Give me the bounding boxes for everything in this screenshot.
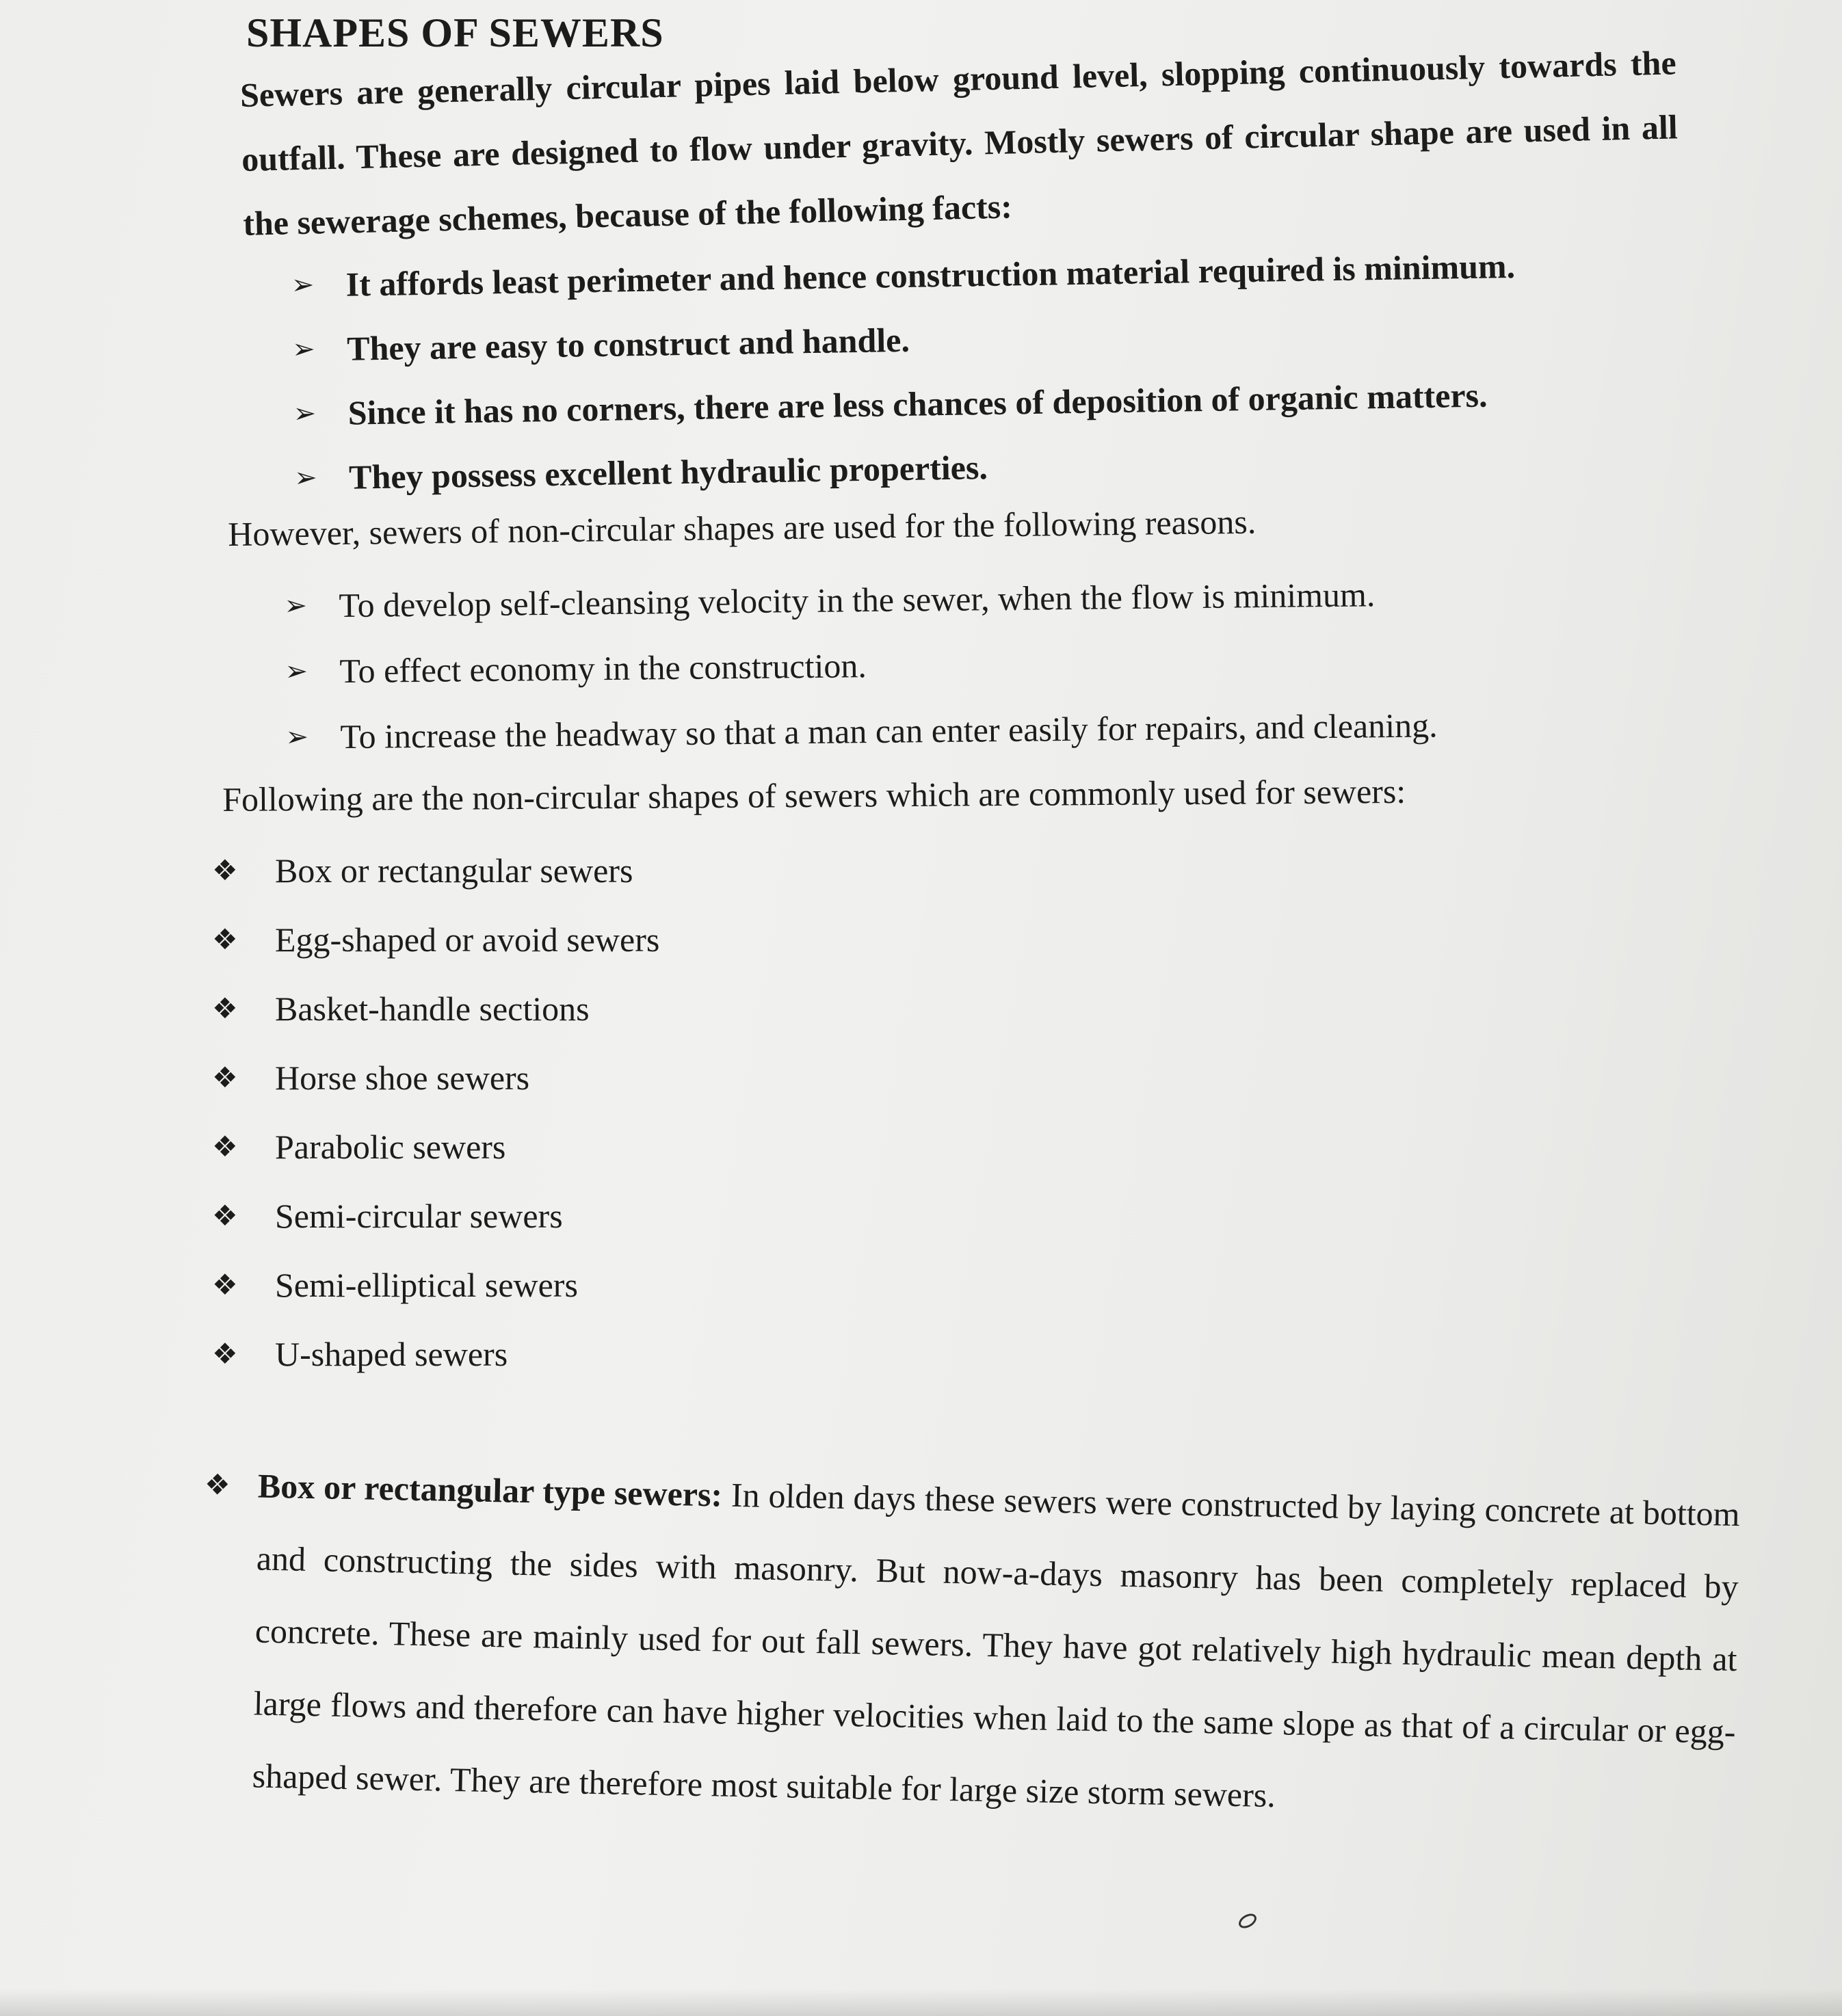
page-title: SHAPES OF SEWERS: [246, 10, 664, 55]
list-item-text: Semi-elliptical sewers: [275, 1265, 578, 1304]
box-sewers-heading: Box or rectangular type sewers:: [257, 1466, 723, 1514]
diamond-bullet-icon: ❖: [212, 1130, 238, 1163]
list-item-text: They are easy to construct and handle.: [346, 320, 910, 368]
page-edge-shadow: [0, 1989, 1842, 2016]
arrow-bullet-icon: ➢: [293, 397, 317, 429]
pen-mark: [1236, 1911, 1259, 1931]
box-sewers-paragraph: [198, 1448, 1741, 1840]
list-item-text: U-shaped sewers: [275, 1334, 508, 1373]
reasons-intro: However, sewers of non-circular shapes are used for the following reasons.: [228, 502, 1256, 553]
list-item-text: Since it has no corners, there are less chances of deposition of organic matters.: [347, 375, 1488, 432]
diamond-bullet-icon: ❖: [212, 1199, 238, 1232]
arrow-bullet-icon: ➢: [291, 269, 315, 301]
list-item-text: Parabolic sewers: [275, 1127, 506, 1166]
list-item: [285, 626, 1437, 704]
list-item: [212, 1250, 659, 1319]
diamond-bullet-icon: ❖: [212, 923, 238, 956]
intro-paragraph: Sewers are generally circular pipes laid below ground level, slopping continuously towards the outfall. These are designed to flow under gravity. Mostly sewers of circular shape are used in all the sewerage schemes, because of the following facts:: [239, 43, 1679, 243]
advantages-list: [291, 234, 1518, 510]
box-sewers-body: In olden days these sewers were constructed by laying concrete at bottom and constructing the sides with masonry. But now-a-days masonry has been completely replaced by concrete. These are mainly used for out fall sewers. They have got relatively high hydraulic mean depth at large flows and therefore can have higher velocities when laid to the same slope as that of a circular or egg-shaped sewer. They are therefore most suitable for large size storm sewers.: [252, 1475, 1741, 1815]
shapes-list: [212, 836, 659, 1388]
reasons-list: [284, 561, 1438, 770]
list-item: [284, 561, 1436, 639]
list-item: [212, 836, 659, 905]
list-item-text: Box or rectangular sewers: [275, 851, 633, 890]
list-item: [285, 692, 1438, 770]
diamond-bullet-icon: ❖: [212, 1337, 238, 1370]
diamond-bullet-icon: ❖: [212, 992, 238, 1025]
list-item-text: Egg-shaped or avoid sewers: [275, 920, 660, 959]
diamond-bullet-icon: ❖: [212, 1268, 238, 1301]
list-item: [212, 974, 659, 1043]
list-item-text: To develop self-cleansing velocity in the sewer, when the flow is minimum.: [339, 575, 1376, 625]
box-sewers-section: [198, 1448, 1741, 1840]
list-item-text: They possess excellent hydraulic properties.: [348, 448, 988, 496]
arrow-bullet-icon: ➢: [284, 589, 308, 622]
list-item: [212, 905, 659, 974]
arrow-bullet-icon: ➢: [285, 721, 309, 753]
list-item: [212, 1319, 659, 1388]
list-item-text: Horse shoe sewers: [275, 1058, 530, 1097]
diamond-bullet-icon: ❖: [204, 1467, 231, 1502]
arrow-bullet-icon: ➢: [285, 655, 308, 687]
list-item-text: Semi-circular sewers: [275, 1196, 563, 1235]
list-item: [212, 1112, 659, 1181]
diamond-bullet-icon: ❖: [212, 1061, 238, 1094]
list-item-text: To effect economy in the construction.: [339, 646, 867, 691]
list-item: [212, 1043, 659, 1112]
arrow-bullet-icon: ➢: [293, 462, 318, 494]
list-item: [212, 1181, 659, 1250]
arrow-bullet-icon: ➢: [291, 333, 316, 365]
diamond-bullet-icon: ❖: [212, 853, 238, 887]
shapes-intro: Following are the non-circular shapes of sewers which are commonly used for sewers:: [222, 771, 1406, 819]
list-item-text: To increase the headway so that a man can enter easily for repairs, and cleaning.: [340, 706, 1438, 756]
list-item-text: Basket-handle sections: [275, 989, 590, 1028]
list-item-text: It affords least perimeter and hence construction material required is minimum.: [345, 246, 1516, 304]
